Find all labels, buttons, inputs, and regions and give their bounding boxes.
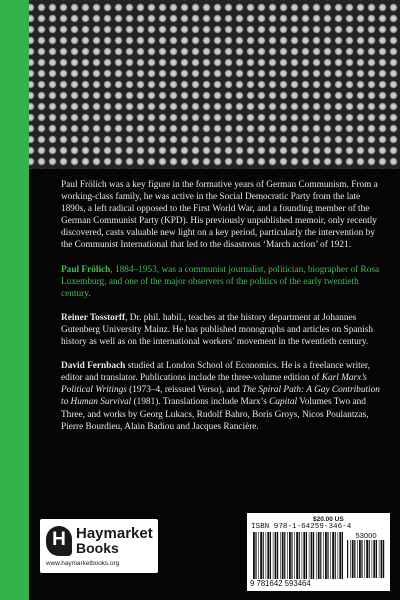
barcode-bar — [327, 532, 328, 579]
translator-bio-text-1: studied at London School of Economics. He is a freelance writer, editor and translator. Publications include the three-volume edition of — [61, 361, 370, 384]
barcode-bar — [381, 540, 383, 578]
barcode-bar — [299, 532, 300, 579]
barcode-bar — [273, 532, 274, 579]
barcode-bar — [350, 540, 351, 578]
barcode-bar — [364, 540, 365, 578]
barcode-bar — [313, 532, 314, 579]
translator-bio-text-2: (1973–4, reissued Verso), and — [126, 385, 243, 396]
barcode-bar — [330, 532, 331, 579]
haymarket-logo-icon — [46, 526, 72, 556]
addon-number: 53000 — [355, 531, 377, 540]
barcode-bar — [332, 532, 334, 579]
barcode-bar — [280, 532, 281, 579]
barcode-bar — [347, 540, 348, 578]
ean-barcode-icon — [253, 532, 343, 579]
barcode-bar — [260, 532, 262, 579]
barcode-bar — [359, 540, 361, 578]
barcode-bar — [309, 532, 310, 579]
barcode-bar — [253, 532, 255, 579]
editor-bio-text: , Dr. phil. habil., teaches at the history department at Johannes Gutenberg University Mainz. He has published monographs and articles on Spanish history as well as on the international workers’ movement in the twentieth century. — [61, 312, 373, 348]
barcode-bar — [316, 532, 317, 579]
translator-bio-paragraph — [61, 360, 385, 433]
barcode-bar — [263, 532, 264, 579]
barcode-bar — [296, 532, 298, 579]
barcode-box — [247, 513, 390, 591]
book-title-capital: Capital — [269, 397, 298, 408]
barcode-bar — [352, 540, 354, 578]
barcode-bar — [275, 532, 277, 579]
publisher-sub: Books — [76, 540, 119, 556]
editor-name: Reiner Tosstorff — [61, 312, 126, 323]
author-name: Paul Frölich — [61, 264, 111, 275]
barcode-bar — [342, 532, 343, 579]
isbn-label: ISBN 978-1-64259-346-4 — [251, 523, 352, 531]
barcode-bar — [323, 532, 324, 579]
author-bio-paragraph — [61, 264, 385, 300]
barcode-bar — [294, 532, 295, 579]
author-bio-text: , 1884–1953, was a communist journalist, politician, biographer of Rosa Luxemburg, and one of the major observers of the politics of the early twentieth century. — [61, 264, 380, 299]
barcode-bar — [255, 532, 256, 579]
barcode-bar — [277, 532, 278, 579]
barcode-bar — [270, 532, 271, 579]
logo-letter: H — [52, 529, 66, 550]
price-label: $20.00 US — [313, 516, 344, 523]
barcode-bar — [357, 540, 358, 578]
translator-bio-text-3: (1981). Translations include Marx’s — [131, 397, 270, 408]
green-spine-strip — [0, 0, 29, 600]
barcode-bar — [318, 532, 320, 579]
blurb-text — [61, 179, 385, 445]
barcode-bar — [284, 532, 285, 579]
barcode-bar — [335, 532, 336, 579]
barcode-bar — [373, 540, 375, 578]
book-title-political-writings: Karl Marx’s Political Writings — [61, 373, 367, 396]
barcode-bar — [258, 532, 259, 579]
barcode-bar — [339, 532, 341, 579]
barcode-bar — [372, 540, 373, 578]
barcode-bar — [302, 532, 303, 579]
barcode-bar — [338, 532, 339, 579]
barcode-bar — [306, 532, 307, 579]
book-title-spiral-path: The Spiral Path: A Gay Contribution to Human Survival — [61, 385, 380, 408]
barcode-bar — [311, 532, 313, 579]
barcode-bar — [325, 532, 327, 579]
publisher-logo-box — [40, 519, 158, 573]
translator-name: David Fernbach — [61, 361, 126, 372]
translator-bio-text-4: Volumes Two and Three, and works by Georg Lukacs, Rudolf Bahro, Boris Groys, Nicos Poulantzas, Pierre Bourdieu, Alain Badiou and Jacques Rancière. — [61, 397, 369, 432]
barcode-bar — [303, 532, 305, 579]
ean-digits: 9 781642 593464 — [250, 579, 311, 588]
barcode-bar — [266, 532, 267, 579]
publisher-name: Haymarket — [76, 525, 153, 542]
barcode-bar — [287, 532, 288, 579]
barcode-bar — [366, 540, 368, 578]
barcode-bar — [320, 532, 321, 579]
barcode-bar — [282, 532, 284, 579]
editor-bio-paragraph — [61, 312, 385, 348]
addon-barcode-icon — [347, 540, 385, 578]
barcode-bar — [354, 540, 355, 578]
barcode-bar — [291, 532, 292, 579]
barcode-bar — [376, 540, 377, 578]
barcode-bar — [369, 540, 370, 578]
barcode-bar — [383, 540, 384, 578]
barcode-bar — [379, 540, 380, 578]
barcode-bar — [289, 532, 291, 579]
publisher-url: www.haymarketbooks.org — [46, 560, 120, 567]
author-bio-green — [61, 265, 379, 299]
summary-paragraph: Paul Frölich was a key figure in the formative years of German Communism. From a working-class family, he was active in the Social Democratic Party from the late 1890s, a left radical opposed to the First World War, and a founding member of the German Communist Party (KPD). His previously unpublished memoir, only recently discovered, casts valuable new light on a key period, particularly the intervention by the Communist International that led to the disastrous ‘March action’ of 1921. — [61, 180, 378, 251]
barcode-bar — [267, 532, 269, 579]
barcode-bar — [361, 540, 362, 578]
